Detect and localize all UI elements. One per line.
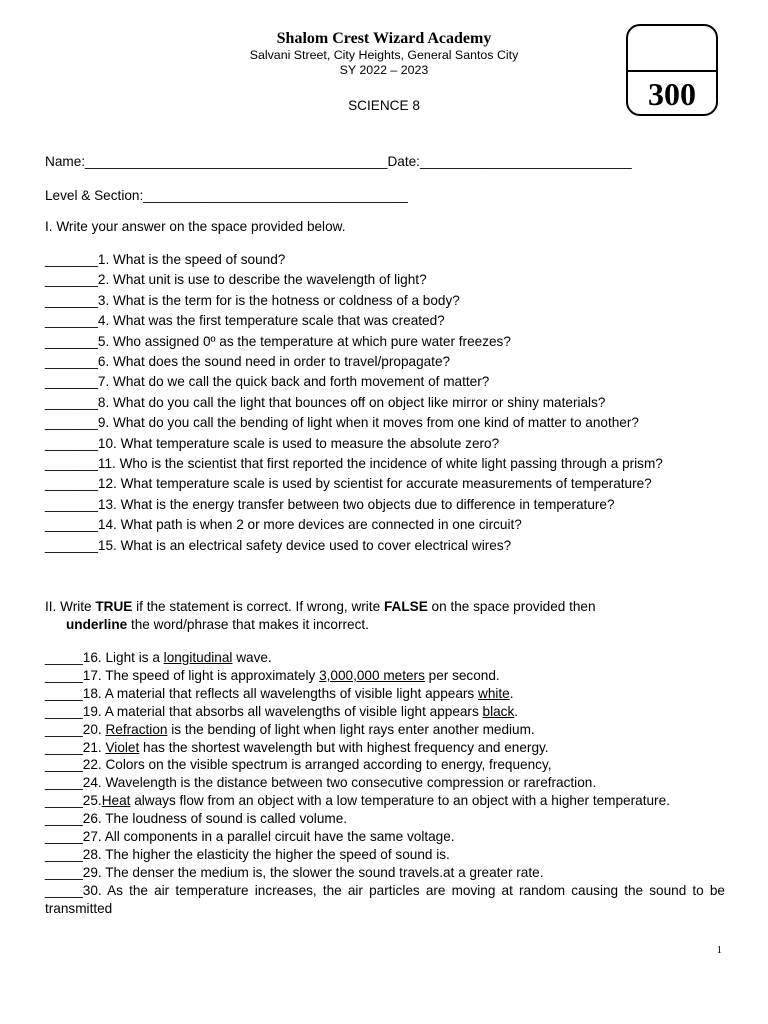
subject-title: SCIENCE 8 (348, 98, 420, 113)
true-false-item (45, 721, 725, 739)
instr-false-word: FALSE (383, 599, 428, 614)
true-false-item (45, 846, 725, 864)
score-box-divider (628, 70, 716, 72)
instr-part3: on the space provided then (427, 599, 596, 614)
question-item: _______2. What unit is use to describe the wavelength of light? (45, 272, 427, 288)
section-2-items (45, 649, 725, 918)
item-text-end: has the shortest wavelength but with highest frequency and energy. (139, 739, 549, 755)
item-text: _____20. (45, 721, 106, 737)
item-text: _____18. A material that reflects all wavelengths of visible light appears (45, 685, 478, 701)
section-1-questions (45, 250, 725, 556)
instr-part1: II. Write (45, 599, 96, 614)
true-false-item (45, 649, 725, 667)
question-item: _______9. What do you call the bending of light when it moves from one kind of matter to another? (45, 415, 639, 431)
level-section-row (45, 186, 725, 206)
item-text: _____22. Colors on the visible spectrum is arranged according to energy, frequency, (45, 757, 552, 773)
section-1-instruction: I. Write your answer on the space provided below. (45, 219, 346, 234)
question-item: _______7. What do we call the quick back and forth movement of matter? (45, 374, 490, 390)
item-text: _____28. The higher the elasticity the higher the speed of sound is. (45, 846, 450, 862)
question-item: _______4. What was the first temperature scale that was created? (45, 313, 445, 329)
underlined-term: black (482, 703, 515, 719)
score-total: 300 (648, 76, 696, 112)
true-false-item (45, 882, 725, 918)
underlined-term: 3,000,000 meters (319, 667, 425, 683)
question-item: _______6. What does the sound need in order to travel/propagate? (45, 354, 451, 370)
item-text: _____25. (45, 793, 102, 809)
true-false-item (45, 792, 725, 810)
item-text-end: per second. (424, 667, 500, 683)
page-number: 1 (716, 944, 722, 956)
question-item: _______12. What temperature scale is used by scientist for accurate measurements of temperature? (45, 476, 652, 492)
underlined-term: longitudinal (163, 650, 233, 665)
true-false-item (45, 864, 725, 882)
underlined-term: white (478, 685, 510, 701)
school-year: SY 2022 – 2023 (339, 63, 429, 77)
level-section-field[interactable]: Level & Section:___________________________________ (45, 188, 408, 203)
section-2 (45, 598, 725, 918)
true-false-item (45, 774, 725, 792)
item-text: _____29. The denser the medium is, the slower the sound travels.at a greater rate. (45, 864, 544, 880)
student-fields (45, 152, 725, 220)
underlined-term: Refraction (105, 721, 168, 737)
true-false-item (45, 828, 725, 846)
date-field[interactable]: Date:____________________________ (387, 154, 632, 169)
item-text: _____17. The speed of light is approximately (45, 667, 320, 683)
school-address: Salvani Street, City Heights, General Santos City (249, 48, 519, 62)
question-item: _______3. What is the term for is the hotness or coldness of a body? (45, 292, 460, 308)
true-false-item (45, 685, 725, 703)
question-item: _______11. Who is the scientist that first reported the incidence of white light passing through a prism? (45, 456, 663, 472)
item-text-end: . (514, 703, 519, 719)
section-1 (45, 218, 725, 556)
question-item: _______5. Who assigned 0º as the temperature at which pure water freezes? (45, 333, 511, 349)
true-false-item (45, 810, 725, 828)
section-2-instruction (45, 598, 725, 633)
question-item: _______8. What do you call the light that bounces off on object like mirror or shiny materials? (45, 394, 606, 410)
item-text: _____21. (45, 739, 106, 755)
instr-part2: if the statement is correct. If wrong, write (132, 599, 384, 614)
name-field[interactable]: Name:________________________________________ (45, 154, 388, 169)
name-date-row (45, 152, 725, 172)
question-item: _______10. What temperature scale is used to measure the absolute zero? (45, 435, 500, 451)
item-text: _____24. Wavelength is the distance between two consecutive compression or rarefraction. (45, 775, 597, 791)
item-text-end: wave. (232, 650, 272, 665)
true-false-item (45, 739, 725, 757)
question-item: _______1. What is the speed of sound? (45, 252, 286, 267)
question-item: _______13. What is the energy transfer between two objects due to difference in temperature? (45, 496, 615, 512)
instr-underline-word: underline (66, 616, 128, 632)
item-text: _____26. The loudness of sound is called volume. (45, 811, 348, 827)
true-false-item (45, 756, 725, 774)
item-text-end: . (509, 685, 514, 701)
instr-part4: the word/phrase that makes it incorrect. (127, 616, 369, 632)
true-false-item (45, 667, 725, 685)
item-text: _____27. All components in a parallel circuit have the same voltage. (45, 829, 455, 845)
underlined-term: Heat (101, 793, 131, 809)
underlined-term: Violet (105, 739, 140, 755)
instr-true-word: TRUE (95, 599, 133, 614)
item-text-end: always flow from an object with a low temperature to an object with a higher temperature. (130, 793, 670, 809)
item-text: _____30. As the air temperature increases, the air particles are moving at random causing the sound to be transmitted (45, 882, 725, 916)
item-text-end: is the bending of light when light rays enter another medium. (167, 721, 535, 737)
instr-line2 (45, 616, 725, 634)
true-false-item (45, 703, 725, 721)
question-item: _______14. What path is when 2 or more devices are connected in one circuit? (45, 517, 522, 533)
question-item: _______15. What is an electrical safety device used to cover electrical wires? (45, 537, 512, 553)
item-text: _____16. Light is a (45, 650, 164, 665)
score-box (626, 24, 718, 116)
school-name: Shalom Crest Wizard Academy (276, 30, 492, 47)
item-text: _____19. A material that absorbs all wavelengths of visible light appears (45, 703, 483, 719)
